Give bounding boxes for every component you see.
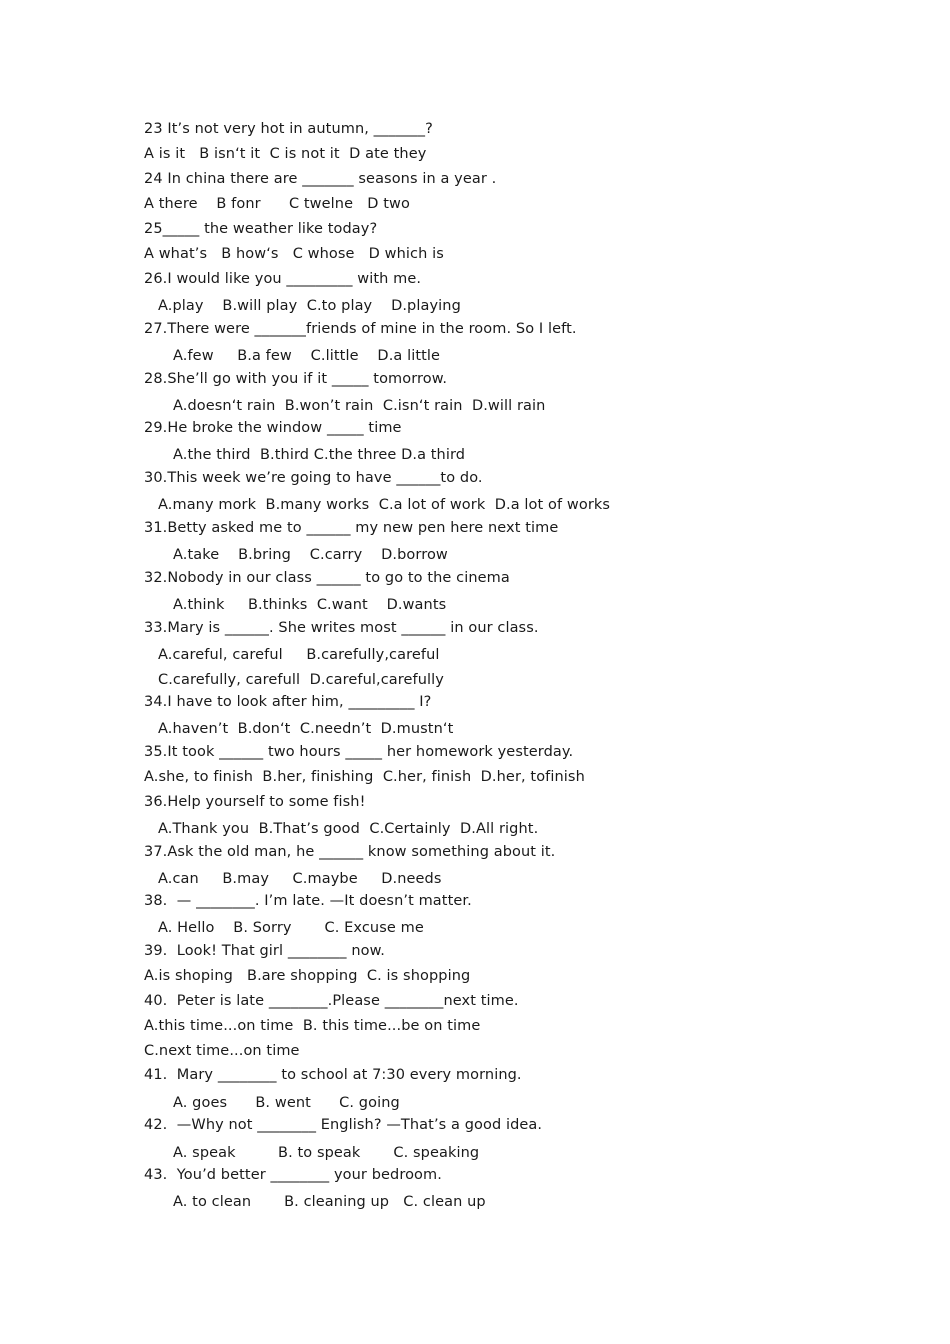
question-42: 42. —Why not ________ English? —That’s a good idea.	[144, 1117, 543, 1133]
options-31: A.take B.bring C.carry D.borrow	[173, 547, 448, 563]
question-29: 29.He broke the window _____ time	[144, 420, 402, 436]
options-35: A.she, to finish B.her, finishing C.her, finish D.her, tofinish	[144, 769, 585, 785]
options-37: A.can B.may C.maybe D.needs	[158, 871, 442, 887]
question-33: 33.Mary is ______. She writes most ______ in our class.	[144, 620, 539, 636]
options-40-line-2: C.next time...on time	[144, 1043, 300, 1059]
options-33-line-1: A.careful, careful B.carefully,careful	[158, 647, 440, 663]
question-34: 34.I have to look after him, _________ I?	[144, 694, 432, 710]
options-28: A.doesn‘t rain B.won’t rain C.isn‘t rain D.will rain	[173, 398, 546, 414]
question-27: 27.There were _______friends of mine in the room. So I left.	[144, 321, 577, 337]
question-36: 36.Help yourself to some fish!	[144, 794, 366, 810]
options-27: A.few B.a few C.little D.a little	[173, 348, 441, 364]
question-37: 37.Ask the old man, he ______ know something about it.	[144, 844, 556, 860]
question-39: 39. Look! That girl ________ now.	[144, 943, 385, 959]
options-32: A.think B.thinks C.want D.wants	[173, 597, 447, 613]
options-42: A. speak B. to speak C. speaking	[173, 1145, 480, 1161]
options-30: A.many mork B.many works C.a lot of work D.a lot of works	[158, 497, 611, 513]
question-25: 25_____ the weather like today?	[144, 221, 378, 237]
options-38: A. Hello B. Sorry C. Excuse me	[158, 920, 424, 936]
question-35: 35.It took ______ two hours _____ her homework yesterday.	[144, 744, 574, 760]
question-40: 40. Peter is late ________.Please ________next time.	[144, 993, 519, 1009]
question-31: 31.Betty asked me to ______ my new pen here next time	[144, 520, 559, 536]
question-43: 43. You’d better ________ your bedroom.	[144, 1167, 442, 1183]
question-23: 23 It’s not very hot in autumn, _______?	[144, 121, 433, 137]
options-39: A.is shoping B.are shopping C. is shopping	[144, 968, 471, 984]
options-33-line-2: C.carefully, carefull D.careful,carefully	[158, 672, 444, 688]
question-41: 41. Mary ________ to school at 7:30 every morning.	[144, 1067, 522, 1083]
question-26: 26.I would like you _________ with me.	[144, 271, 422, 287]
options-41: A. goes B. went C. going	[173, 1095, 400, 1111]
options-25: A what’s B how‘s C whose D which is	[144, 246, 444, 262]
options-43: A. to clean B. cleaning up C. clean up	[173, 1194, 486, 1210]
question-30: 30.This week we’re going to have ______to do.	[144, 470, 483, 486]
question-24: 24 In china there are _______ seasons in a year .	[144, 171, 497, 187]
options-40-line-1: A.this time...on time B. this time...be on time	[144, 1018, 481, 1034]
options-29: A.the third B.third C.the three D.a third	[173, 447, 466, 463]
question-32: 32.Nobody in our class ______ to go to the cinema	[144, 570, 510, 586]
options-34: A.haven’t B.don‘t C.needn’t D.mustn‘t	[158, 721, 454, 737]
options-24: A there B fonr C twelne D two	[144, 196, 410, 212]
options-23: A is it B isn‘t it C is not it D ate they	[144, 146, 427, 162]
question-38: 38. — ________. I’m late. —It doesn’t matter.	[144, 893, 472, 909]
question-28: 28.She’ll go with you if it _____ tomorrow.	[144, 371, 448, 387]
options-26: A.play B.will play C.to play D.playing	[158, 298, 461, 314]
options-36: A.Thank you B.That’s good C.Certainly D.All right.	[158, 821, 539, 837]
